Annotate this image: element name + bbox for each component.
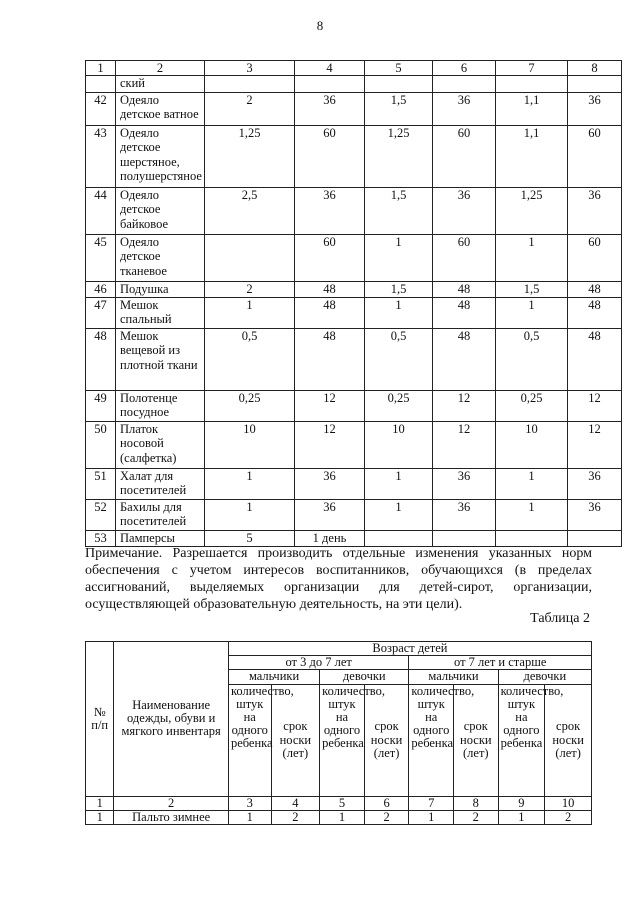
t2-boys-2: мальчики <box>409 670 498 684</box>
item-value <box>365 76 433 93</box>
item-value: 36 <box>568 469 622 500</box>
table-row <box>86 298 622 329</box>
row-number <box>86 76 116 93</box>
norms-table-2 <box>85 641 592 825</box>
item-value: 48 <box>433 282 496 298</box>
table-row <box>86 76 622 93</box>
t2-num-header: № п/п <box>86 642 114 797</box>
item-value: 48 <box>568 329 622 391</box>
item-value: 36 <box>568 500 622 531</box>
item-value: 12 <box>295 422 365 469</box>
item-value: 0,25 <box>496 391 568 422</box>
item-value: 1 <box>365 298 433 329</box>
t2-column-number-row <box>86 796 592 810</box>
item-value: 36 <box>568 188 622 235</box>
item-value: 12 <box>568 391 622 422</box>
row-number: 47 <box>86 298 116 329</box>
item-value: 48 <box>295 329 365 391</box>
item-name: Одеяло детское тканевое <box>116 235 205 282</box>
item-value: 36 <box>295 500 365 531</box>
item-value: 1,25 <box>496 188 568 235</box>
item-name: Халат для посетителей <box>116 469 205 500</box>
item-value: 12 <box>568 422 622 469</box>
item-name: Одеяло детское ватное <box>116 93 205 126</box>
item-value: 1 <box>205 298 295 329</box>
item-value: 5 <box>205 531 295 547</box>
item-value <box>433 76 496 93</box>
row-number: 48 <box>86 329 116 391</box>
item-value: 48 <box>433 329 496 391</box>
t2-age-header: Возраст детей <box>228 642 591 656</box>
item-value: 1,5 <box>496 282 568 298</box>
t2-term-header: срок носки (лет) <box>271 684 320 796</box>
t2-col-number: 4 <box>271 796 320 810</box>
item-name: Бахилы для посетителей <box>116 500 205 531</box>
item-value: 36 <box>568 93 622 126</box>
table-row <box>86 500 622 531</box>
item-value: 48 <box>433 298 496 329</box>
table-row <box>86 188 622 235</box>
table1-col-number: 4 <box>295 61 365 76</box>
item-name: Пальто зимнее <box>114 810 229 824</box>
t2-girls-2: девочки <box>498 670 591 684</box>
t2-col-number: 5 <box>320 796 365 810</box>
item-value: 1 <box>205 469 295 500</box>
item-name: Платок носовой (салфетка) <box>116 422 205 469</box>
item-value: 1,25 <box>205 126 295 188</box>
t2-col-number: 8 <box>454 796 499 810</box>
item-value: 48 <box>568 282 622 298</box>
item-value: 1,5 <box>365 188 433 235</box>
item-value: 1 <box>228 810 271 824</box>
item-value: 10 <box>365 422 433 469</box>
t2-col-number: 1 <box>86 796 114 810</box>
row-number: 53 <box>86 531 116 547</box>
item-value: 2 <box>271 810 320 824</box>
table-row <box>86 469 622 500</box>
row-number: 45 <box>86 235 116 282</box>
item-name: Одеяло детское шерстяное, полушерстяное <box>116 126 205 188</box>
item-value: 2 <box>364 810 409 824</box>
item-value: 1,25 <box>365 126 433 188</box>
item-value: 48 <box>568 298 622 329</box>
t2-boys-1: мальчики <box>228 670 319 684</box>
t2-girls-1: девочки <box>320 670 409 684</box>
item-value: 1 <box>409 810 454 824</box>
table1-col-number: 7 <box>496 61 568 76</box>
item-value: 60 <box>295 235 365 282</box>
item-value: 1,5 <box>365 282 433 298</box>
t2-name-header: Наименование одежды, обуви и мягкого инвентаря <box>114 642 229 797</box>
item-value <box>205 235 295 282</box>
table1-col-number: 8 <box>568 61 622 76</box>
item-value <box>568 76 622 93</box>
table1-col-number: 2 <box>116 61 205 76</box>
item-name: Памперсы <box>116 531 205 547</box>
row-number: 46 <box>86 282 116 298</box>
item-value: 1 <box>365 469 433 500</box>
item-value: 36 <box>433 93 496 126</box>
item-value: 1 <box>496 500 568 531</box>
item-value: 1 <box>496 298 568 329</box>
t2-col-number: 2 <box>114 796 229 810</box>
item-value: 60 <box>433 235 496 282</box>
item-name: Полотенце посудное <box>116 391 205 422</box>
item-value: 1 <box>365 235 433 282</box>
table1-col-number: 6 <box>433 61 496 76</box>
item-value: 0,5 <box>365 329 433 391</box>
t2-col-number: 9 <box>498 796 545 810</box>
t2-term-header: срок носки (лет) <box>545 684 592 796</box>
table-row <box>86 391 622 422</box>
item-name: Мешок вещевой из плотной ткани <box>116 329 205 391</box>
table-row <box>86 329 622 391</box>
table1-col-number: 3 <box>205 61 295 76</box>
item-value: 0,5 <box>496 329 568 391</box>
item-value: 48 <box>295 298 365 329</box>
item-value: 1 <box>496 469 568 500</box>
t2-term-header: срок носки (лет) <box>364 684 409 796</box>
item-value: 12 <box>295 391 365 422</box>
item-value: 2 <box>454 810 499 824</box>
table-row <box>86 810 592 824</box>
item-value: 36 <box>433 469 496 500</box>
t2-qty-header: количество, штук на одного ребенка <box>409 684 454 796</box>
item-name: Мешок спальный <box>116 298 205 329</box>
item-value: 12 <box>433 391 496 422</box>
item-value: 12 <box>433 422 496 469</box>
t2-qty-header: количество, штук на одного ребенка <box>320 684 365 796</box>
table-row <box>86 93 622 126</box>
t2-qty-header: количество, штук на одного ребенка <box>498 684 545 796</box>
norms-table-1 <box>85 60 622 547</box>
item-value: 2,5 <box>205 188 295 235</box>
note-paragraph: Примечание. Разрешается производить отдельные изменения указанных норм обеспечения с учетом интересов воспитанников, обучающихся (в пределах ассигнований, выделяемых организации для детей-сирот, организации, осуществляющей образовательную деятельность, на эти цели). <box>85 546 592 612</box>
item-value: 2 <box>545 810 592 824</box>
row-number: 43 <box>86 126 116 188</box>
item-value <box>295 76 365 93</box>
table1-header-row <box>86 61 622 76</box>
table-row <box>86 235 622 282</box>
row-number: 49 <box>86 391 116 422</box>
item-value: 1 <box>496 235 568 282</box>
t2-col-number: 6 <box>364 796 409 810</box>
row-number: 42 <box>86 93 116 126</box>
item-value: 1,1 <box>496 126 568 188</box>
item-value <box>205 76 295 93</box>
item-value: 48 <box>295 282 365 298</box>
item-value: 36 <box>295 469 365 500</box>
table-row <box>86 422 622 469</box>
item-name: ский <box>116 76 205 93</box>
item-value: 36 <box>295 93 365 126</box>
item-value: 36 <box>295 188 365 235</box>
item-value: 60 <box>295 126 365 188</box>
t2-qty-header: количество, штук на одного ребенка <box>228 684 271 796</box>
row-number: 44 <box>86 188 116 235</box>
item-value: 2 <box>205 93 295 126</box>
item-value: 1 <box>365 500 433 531</box>
table1-col-number: 5 <box>365 61 433 76</box>
page-number: 8 <box>316 18 324 33</box>
table2-caption: Таблица 2 <box>530 611 590 626</box>
t2-group-7-plus: от 7 лет и старше <box>409 656 592 670</box>
item-value: 60 <box>568 126 622 188</box>
item-value: 2 <box>205 282 295 298</box>
item-value: 60 <box>568 235 622 282</box>
item-value: 36 <box>433 500 496 531</box>
item-value: 60 <box>433 126 496 188</box>
t2-col-number: 7 <box>409 796 454 810</box>
item-value: 36 <box>433 188 496 235</box>
item-value: 1,1 <box>496 93 568 126</box>
t2-group-3-7: от 3 до 7 лет <box>228 656 408 670</box>
row-number: 52 <box>86 500 116 531</box>
item-value: 0,5 <box>205 329 295 391</box>
row-number: 51 <box>86 469 116 500</box>
item-name: Подушка <box>116 282 205 298</box>
item-value: 10 <box>205 422 295 469</box>
t2-col-number: 10 <box>545 796 592 810</box>
t2-term-header: срок носки (лет) <box>454 684 499 796</box>
item-value: 1,5 <box>365 93 433 126</box>
row-number: 50 <box>86 422 116 469</box>
item-name: Одеяло детское байковое <box>116 188 205 235</box>
t2-col-number: 3 <box>228 796 271 810</box>
item-value: 1 <box>498 810 545 824</box>
item-value: 1 <box>320 810 365 824</box>
item-value: 0,25 <box>365 391 433 422</box>
item-value: 10 <box>496 422 568 469</box>
table-row <box>86 126 622 188</box>
row-number: 1 <box>86 810 114 824</box>
item-value: 1 <box>205 500 295 531</box>
table1-col-number: 1 <box>86 61 116 76</box>
item-value <box>496 76 568 93</box>
item-value: 1 день <box>295 531 365 547</box>
item-value: 0,25 <box>205 391 295 422</box>
table-row <box>86 282 622 298</box>
